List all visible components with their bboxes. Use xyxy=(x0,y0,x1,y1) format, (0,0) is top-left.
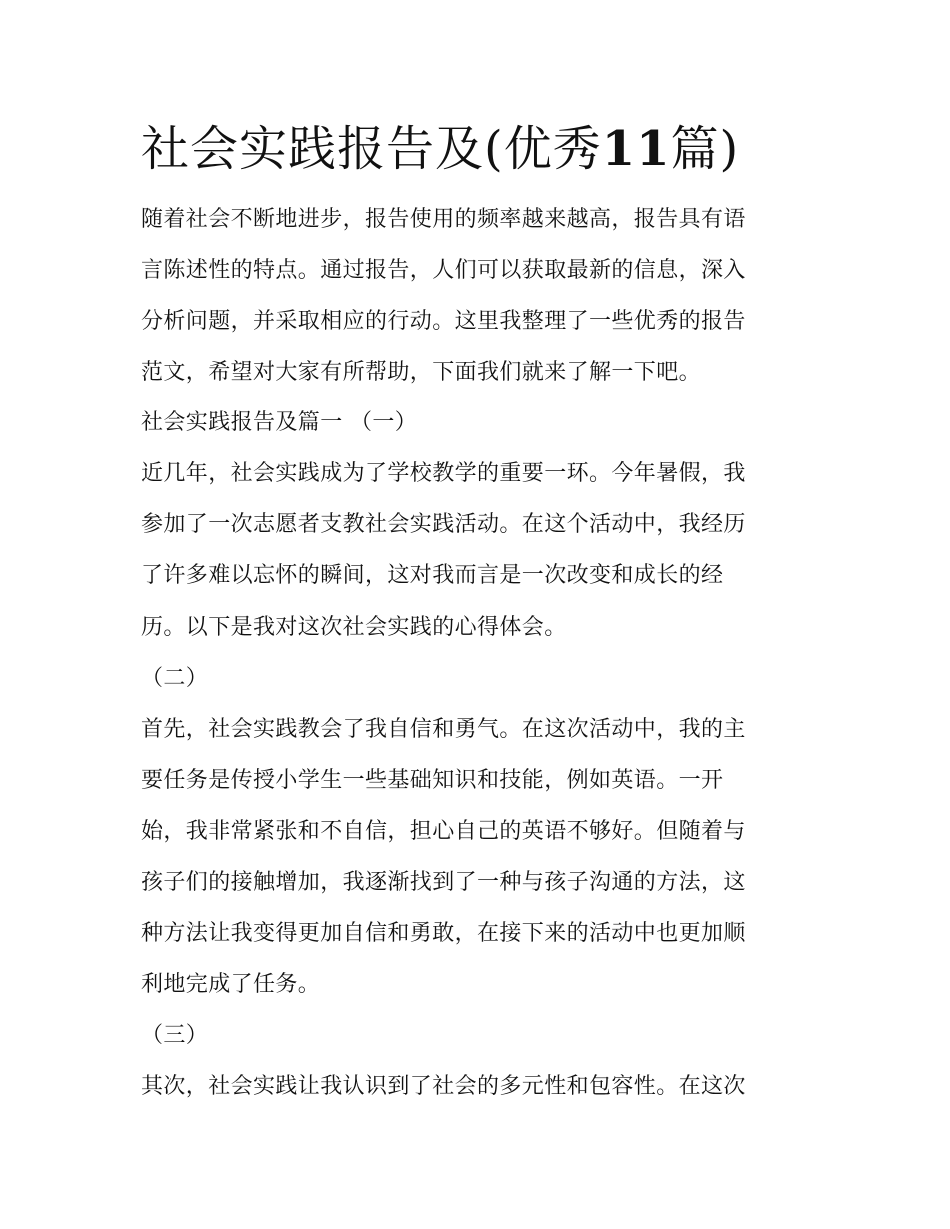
document-content xyxy=(141,118,821,1100)
section-marker: （三） xyxy=(141,1023,209,1049)
text-line: 历。以下是我对这次社会实践的心得体会。 xyxy=(141,614,567,640)
text-line: 分析问题，并采取相应的行动。这里我整理了一些优秀的报告 xyxy=(141,309,746,335)
title-number: 11 xyxy=(601,121,671,177)
text-line: 始，我非常紧张和不自信，担心自己的英语不够好。但随着与 xyxy=(141,818,746,844)
section-marker: （二） xyxy=(141,665,209,691)
title-suffix: 篇) xyxy=(670,121,740,177)
text-line: 首先，社会实践教会了我自信和勇气。在这次活动中，我的主 xyxy=(141,716,746,742)
text-line: 种方法让我变得更加自信和勇敢，在接下来的活动中也更加顺 xyxy=(141,921,746,947)
title-prefix: 社会实践报告及(优秀 xyxy=(141,121,602,177)
section-heading: 社会实践报告及篇一 （一） xyxy=(141,409,418,435)
text-line: 其次，社会实践让我认识到了社会的多元性和包容性。在这次 xyxy=(141,1074,746,1100)
text-line: 了许多难以忘怀的瞬间，这对我而言是一次改变和成长的经 xyxy=(141,563,724,589)
text-line: 利地完成了任务。 xyxy=(141,972,321,998)
text-line: 参加了一次志愿者支教社会实践活动。在这个活动中，我经历 xyxy=(141,512,746,538)
document-body xyxy=(141,207,821,1100)
text-line: 随着社会不断地进步，报告使用的频率越来越高，报告具有语 xyxy=(141,207,746,232)
text-line: 要任务是传授小学生一些基础知识和技能，例如英语。一开 xyxy=(141,767,724,793)
text-line: 言陈述性的特点。通过报告，人们可以获取最新的信息，深入 xyxy=(141,258,746,284)
document-title xyxy=(141,118,821,180)
text-line: 孩子们的接触增加，我逐渐找到了一种与孩子沟通的方法，这 xyxy=(141,870,746,896)
text-line: 近几年，社会实践成为了学校教学的重要一环。今年暑假，我 xyxy=(141,461,746,487)
text-line: 范文，希望对大家有所帮助，下面我们就来了解一下吧。 xyxy=(141,360,702,386)
